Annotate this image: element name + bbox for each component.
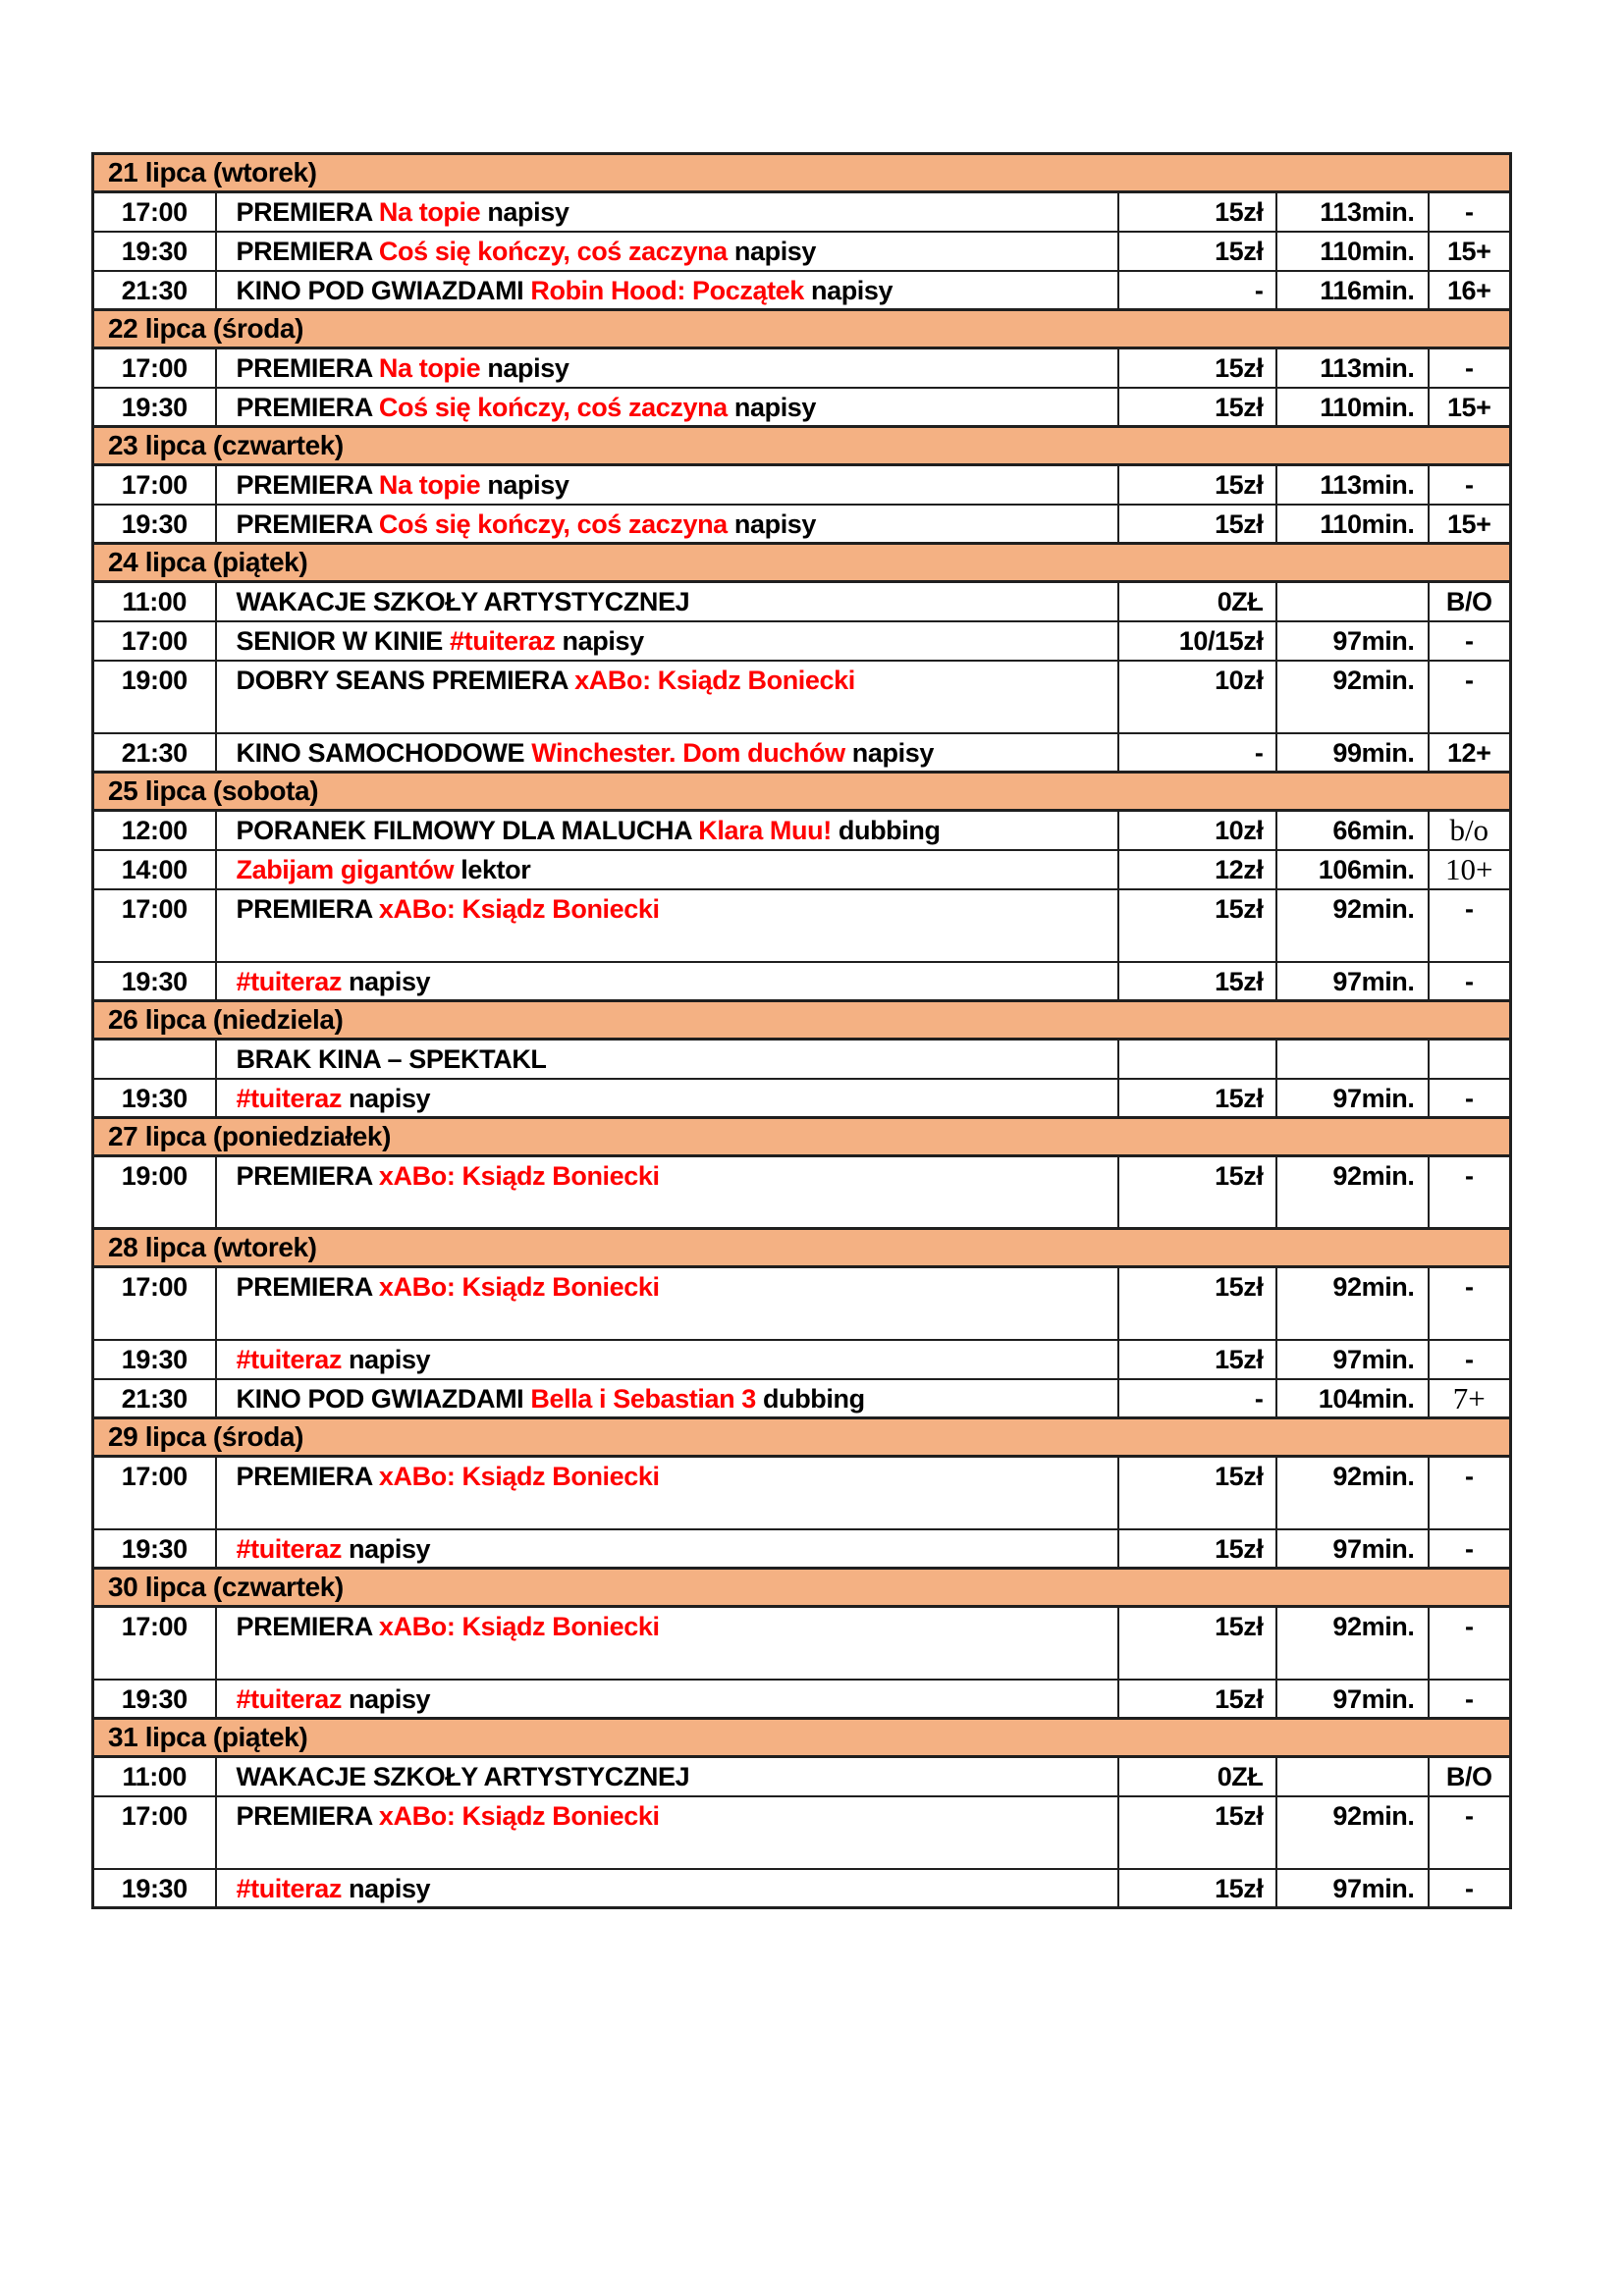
title-cell <box>216 505 1118 544</box>
duration-cell: 92min. <box>1276 1156 1429 1229</box>
day-header-label: 29 lipca (środa) <box>93 1418 1511 1457</box>
title-cell <box>216 1529 1118 1569</box>
event-label-text: napisy <box>727 508 817 539</box>
film-title-text: xABo: Ksiądz Boniecki <box>574 665 855 695</box>
event-label-text: PREMIERA <box>236 1272 379 1302</box>
time-cell: 17:00 <box>93 465 216 505</box>
title-cell <box>216 465 1118 505</box>
screening-row <box>93 1340 1511 1379</box>
title-cell <box>216 192 1118 232</box>
price-cell: 0ZŁ <box>1118 1757 1276 1796</box>
age-rating-cell: - <box>1429 621 1511 661</box>
day-header-row <box>93 310 1511 348</box>
title-cell <box>216 850 1118 889</box>
event-label-text: SENIOR W KINIE <box>236 625 451 656</box>
screening-row <box>93 465 1511 505</box>
event-label-text: dubbing <box>831 816 941 845</box>
screening-row <box>93 1607 1511 1680</box>
event-label-text: napisy <box>341 1083 431 1113</box>
screening-row <box>93 348 1511 388</box>
film-title-text: Klara Muu! <box>698 816 832 845</box>
duration-cell: 113min. <box>1276 465 1429 505</box>
age-rating-cell: - <box>1429 1796 1511 1869</box>
price-cell: 15zł <box>1118 388 1276 427</box>
age-rating-cell: - <box>1429 661 1511 733</box>
screening-row <box>93 1796 1511 1869</box>
time-cell: 19:30 <box>93 1340 216 1379</box>
film-title-text: Coś się kończy, coś zaczyna <box>378 236 728 266</box>
film-title-text: Na topie <box>378 197 481 227</box>
screening-row <box>93 232 1511 271</box>
duration-cell <box>1276 582 1429 621</box>
day-header-label: 23 lipca (czwartek) <box>93 427 1511 465</box>
time-cell: 19:30 <box>93 505 216 544</box>
time-cell: 19:30 <box>93 232 216 271</box>
age-rating-cell: - <box>1429 1457 1511 1529</box>
time-cell: 17:00 <box>93 1267 216 1340</box>
duration-cell: 97min. <box>1276 962 1429 1001</box>
age-rating-cell: 16+ <box>1429 271 1511 310</box>
duration-cell: 92min. <box>1276 661 1429 733</box>
duration-cell: 97min. <box>1276 1079 1429 1118</box>
screening-row <box>93 850 1511 889</box>
age-rating-cell: - <box>1429 348 1511 388</box>
time-cell: 17:00 <box>93 1457 216 1529</box>
film-title-text: Winchester. Dom duchów <box>531 737 845 768</box>
age-rating-cell: - <box>1429 1156 1511 1229</box>
price-cell: 10zł <box>1118 661 1276 733</box>
day-header-label: 27 lipca (poniedziałek) <box>93 1118 1511 1156</box>
title-cell <box>216 1267 1118 1340</box>
day-header-label: 31 lipca (piątek) <box>93 1719 1511 1757</box>
event-label-text: napisy <box>341 1683 431 1714</box>
schedule-table-body <box>93 154 1511 1908</box>
film-title-text: xABo: Ksiądz Boniecki <box>378 893 660 924</box>
event-label-text: PREMIERA <box>236 392 379 422</box>
age-rating-cell: - <box>1429 1869 1511 1908</box>
title-cell <box>216 1607 1118 1680</box>
day-header-row <box>93 773 1511 811</box>
event-label-text: PREMIERA <box>236 470 379 500</box>
duration-cell <box>1276 1757 1429 1796</box>
screening-row <box>93 388 1511 427</box>
title-cell <box>216 1757 1118 1796</box>
time-cell: 17:00 <box>93 889 216 962</box>
duration-cell: 104min. <box>1276 1379 1429 1418</box>
duration-cell: 97min. <box>1276 1680 1429 1719</box>
price-cell: 15zł <box>1118 1607 1276 1680</box>
event-label-text: dubbing <box>755 1383 865 1414</box>
duration-cell: 92min. <box>1276 1607 1429 1680</box>
age-rating-cell: - <box>1429 1079 1511 1118</box>
duration-cell: 113min. <box>1276 192 1429 232</box>
age-rating-cell: - <box>1429 1529 1511 1569</box>
event-label-text: KINO POD GWIAZDAMI <box>236 275 531 305</box>
time-cell: 14:00 <box>93 850 216 889</box>
age-rating-cell: - <box>1429 889 1511 962</box>
event-label-text: PREMIERA <box>236 1462 379 1491</box>
event-label-text: napisy <box>480 197 569 227</box>
title-cell <box>216 889 1118 962</box>
duration-cell: 97min. <box>1276 1529 1429 1569</box>
price-cell: 12zł <box>1118 850 1276 889</box>
film-title-text: xABo: Ksiądz Boniecki <box>378 1462 660 1491</box>
time-cell <box>93 1040 216 1079</box>
age-rating-cell: - <box>1429 1607 1511 1680</box>
title-cell <box>216 348 1118 388</box>
event-label-text: DOBRY SEANS PREMIERA <box>236 665 575 695</box>
age-rating-cell: - <box>1429 1340 1511 1379</box>
title-cell <box>216 1379 1118 1418</box>
title-cell <box>216 661 1118 733</box>
screening-row <box>93 621 1511 661</box>
time-cell: 19:30 <box>93 388 216 427</box>
time-cell: 17:00 <box>93 348 216 388</box>
price-cell: - <box>1118 1379 1276 1418</box>
duration-cell: 97min. <box>1276 1869 1429 1908</box>
age-rating-cell: - <box>1429 1267 1511 1340</box>
event-label-text: PREMIERA <box>236 1161 379 1191</box>
price-cell: 15zł <box>1118 465 1276 505</box>
event-label-text: PREMIERA <box>236 508 379 539</box>
duration-cell: 92min. <box>1276 889 1429 962</box>
age-rating-cell: - <box>1429 192 1511 232</box>
event-label-text: napisy <box>555 625 644 656</box>
screening-row <box>93 1457 1511 1529</box>
age-rating-cell: b/o <box>1429 811 1511 850</box>
price-cell: 10/15zł <box>1118 621 1276 661</box>
film-title-text: Coś się kończy, coś zaczyna <box>378 508 728 539</box>
time-cell: 21:30 <box>93 733 216 773</box>
title-cell <box>216 1680 1118 1719</box>
price-cell: 15zł <box>1118 1457 1276 1529</box>
film-title-text: Coś się kończy, coś zaczyna <box>378 392 728 422</box>
price-cell: 15zł <box>1118 889 1276 962</box>
price-cell: - <box>1118 733 1276 773</box>
age-rating-cell: 7+ <box>1429 1379 1511 1418</box>
age-rating-cell: 12+ <box>1429 733 1511 773</box>
event-label-text: PREMIERA <box>236 353 379 383</box>
time-cell: 19:30 <box>93 1079 216 1118</box>
title-cell <box>216 232 1118 271</box>
film-title-text: #tuiteraz <box>236 1873 342 1903</box>
event-label-text: napisy <box>480 353 569 383</box>
title-cell <box>216 271 1118 310</box>
screening-row <box>93 661 1511 733</box>
screening-row <box>93 271 1511 310</box>
event-label-text: napisy <box>341 1873 431 1903</box>
age-rating-cell: - <box>1429 465 1511 505</box>
screening-row <box>93 1680 1511 1719</box>
age-rating-cell: B/O <box>1429 582 1511 621</box>
screening-row <box>93 1529 1511 1569</box>
film-title-text: #tuiteraz <box>236 1533 342 1564</box>
event-label-text: napisy <box>480 470 569 500</box>
time-cell: 19:00 <box>93 1156 216 1229</box>
event-label-text: napisy <box>341 1533 431 1564</box>
event-label-text: PORANEK FILMOWY DLA MALUCHA <box>236 816 699 845</box>
event-label-text: PREMIERA <box>236 197 379 227</box>
duration-cell: 99min. <box>1276 733 1429 773</box>
duration-cell: 110min. <box>1276 388 1429 427</box>
film-title-text: Robin Hood: Początek <box>530 275 804 305</box>
title-cell <box>216 388 1118 427</box>
price-cell: 15zł <box>1118 232 1276 271</box>
title-cell <box>216 1340 1118 1379</box>
day-header-label: 30 lipca (czwartek) <box>93 1569 1511 1607</box>
duration-cell: 92min. <box>1276 1457 1429 1529</box>
cinema-schedule-table <box>91 152 1512 1909</box>
event-label-text: WAKACJE SZKOŁY ARTYSTYCZNEJ <box>236 1762 690 1791</box>
event-label-text: lektor <box>454 854 531 884</box>
day-header-row <box>93 1118 1511 1156</box>
screening-row <box>93 1757 1511 1796</box>
price-cell: 15zł <box>1118 1156 1276 1229</box>
event-label-text: napisy <box>844 737 934 768</box>
event-label-text: KINO SAMOCHODOWE <box>236 737 532 768</box>
age-rating-cell: 15+ <box>1429 388 1511 427</box>
title-cell <box>216 1457 1118 1529</box>
duration-cell: 92min. <box>1276 1267 1429 1340</box>
title-cell <box>216 733 1118 773</box>
screening-row <box>93 733 1511 773</box>
duration-cell <box>1276 1040 1429 1079</box>
price-cell: 15zł <box>1118 962 1276 1001</box>
day-header-row <box>93 1229 1511 1267</box>
film-title-text: Na topie <box>378 470 481 500</box>
title-cell <box>216 621 1118 661</box>
age-rating-cell: 15+ <box>1429 232 1511 271</box>
title-cell <box>216 1869 1118 1908</box>
event-label-text: PREMIERA <box>236 893 379 924</box>
film-title-text: Bella i Sebastian 3 <box>530 1383 756 1414</box>
age-rating-cell <box>1429 1040 1511 1079</box>
film-title-text: xABo: Ksiądz Boniecki <box>378 1800 660 1831</box>
film-title-text: #tuiteraz <box>236 1344 342 1374</box>
time-cell: 19:30 <box>93 1680 216 1719</box>
screening-row <box>93 962 1511 1001</box>
price-cell: 15zł <box>1118 1079 1276 1118</box>
price-cell: 15zł <box>1118 505 1276 544</box>
age-rating-cell: B/O <box>1429 1757 1511 1796</box>
time-cell: 19:30 <box>93 962 216 1001</box>
day-header-row <box>93 427 1511 465</box>
duration-cell: 113min. <box>1276 348 1429 388</box>
screening-row <box>93 1267 1511 1340</box>
day-header-label: 25 lipca (sobota) <box>93 773 1511 811</box>
duration-cell: 66min. <box>1276 811 1429 850</box>
screening-row <box>93 1040 1511 1079</box>
title-cell <box>216 962 1118 1001</box>
age-rating-cell: - <box>1429 962 1511 1001</box>
day-header-label: 21 lipca (wtorek) <box>93 154 1511 192</box>
event-label-text: PREMIERA <box>236 236 379 266</box>
age-rating-cell: - <box>1429 1680 1511 1719</box>
title-cell <box>216 1796 1118 1869</box>
price-cell: 0ZŁ <box>1118 582 1276 621</box>
screening-row <box>93 1079 1511 1118</box>
day-header-label: 28 lipca (wtorek) <box>93 1229 1511 1267</box>
event-label-text: BRAK KINA – SPEKTAKL <box>236 1044 547 1074</box>
time-cell: 11:00 <box>93 582 216 621</box>
day-header-row <box>93 544 1511 582</box>
screening-row <box>93 811 1511 850</box>
duration-cell: 106min. <box>1276 850 1429 889</box>
film-title-text: xABo: Ksiądz Boniecki <box>378 1612 660 1641</box>
day-header-label: 26 lipca (niedziela) <box>93 1001 1511 1040</box>
screening-row <box>93 889 1511 962</box>
price-cell: 15zł <box>1118 1680 1276 1719</box>
price-cell: 15zł <box>1118 1267 1276 1340</box>
price-cell: - <box>1118 271 1276 310</box>
price-cell: 15zł <box>1118 1796 1276 1869</box>
duration-cell: 92min. <box>1276 1796 1429 1869</box>
time-cell: 19:30 <box>93 1869 216 1908</box>
day-header-row <box>93 1719 1511 1757</box>
film-title-text: xABo: Ksiądz Boniecki <box>378 1272 660 1302</box>
title-cell <box>216 582 1118 621</box>
time-cell: 19:30 <box>93 1529 216 1569</box>
time-cell: 17:00 <box>93 192 216 232</box>
time-cell: 11:00 <box>93 1757 216 1796</box>
time-cell: 17:00 <box>93 1796 216 1869</box>
title-cell <box>216 1040 1118 1079</box>
film-title-text: #tuiteraz <box>236 1683 342 1714</box>
duration-cell: 97min. <box>1276 621 1429 661</box>
day-header-row <box>93 1569 1511 1607</box>
time-cell: 21:30 <box>93 1379 216 1418</box>
film-title-text: #tuiteraz <box>450 625 556 656</box>
price-cell: 15zł <box>1118 1340 1276 1379</box>
event-label-text: napisy <box>341 1344 431 1374</box>
event-label-text: napisy <box>803 275 893 305</box>
screening-row <box>93 582 1511 621</box>
price-cell <box>1118 1040 1276 1079</box>
time-cell: 19:00 <box>93 661 216 733</box>
title-cell <box>216 811 1118 850</box>
price-cell: 15zł <box>1118 192 1276 232</box>
film-title-text: xABo: Ksiądz Boniecki <box>378 1161 660 1191</box>
film-title-text: Zabijam gigantów <box>236 854 455 884</box>
time-cell: 17:00 <box>93 1607 216 1680</box>
film-title-text: Na topie <box>378 353 481 383</box>
event-label-text: PREMIERA <box>236 1800 379 1831</box>
price-cell: 15zł <box>1118 1529 1276 1569</box>
duration-cell: 97min. <box>1276 1340 1429 1379</box>
day-header-row <box>93 1001 1511 1040</box>
duration-cell: 116min. <box>1276 271 1429 310</box>
title-cell <box>216 1079 1118 1118</box>
time-cell: 21:30 <box>93 271 216 310</box>
film-title-text: #tuiteraz <box>236 966 342 996</box>
price-cell: 15zł <box>1118 1869 1276 1908</box>
age-rating-cell: 15+ <box>1429 505 1511 544</box>
film-title-text: #tuiteraz <box>236 1083 342 1113</box>
price-cell: 10zł <box>1118 811 1276 850</box>
title-cell <box>216 1156 1118 1229</box>
screening-row <box>93 1156 1511 1229</box>
event-label-text: napisy <box>341 966 431 996</box>
screening-row <box>93 1869 1511 1908</box>
day-header-label: 24 lipca (piątek) <box>93 544 1511 582</box>
event-label-text: KINO POD GWIAZDAMI <box>236 1383 531 1414</box>
day-header-label: 22 lipca (środa) <box>93 310 1511 348</box>
duration-cell: 110min. <box>1276 505 1429 544</box>
screening-row <box>93 1379 1511 1418</box>
day-header-row <box>93 1418 1511 1457</box>
event-label-text: napisy <box>727 392 817 422</box>
screening-row <box>93 192 1511 232</box>
price-cell: 15zł <box>1118 348 1276 388</box>
screening-row <box>93 505 1511 544</box>
event-label-text: WAKACJE SZKOŁY ARTYSTYCZNEJ <box>236 587 690 616</box>
event-label-text: napisy <box>727 236 817 266</box>
time-cell: 17:00 <box>93 621 216 661</box>
age-rating-cell: 10+ <box>1429 850 1511 889</box>
duration-cell: 110min. <box>1276 232 1429 271</box>
day-header-row <box>93 154 1511 192</box>
time-cell: 12:00 <box>93 811 216 850</box>
event-label-text: PREMIERA <box>236 1612 379 1641</box>
